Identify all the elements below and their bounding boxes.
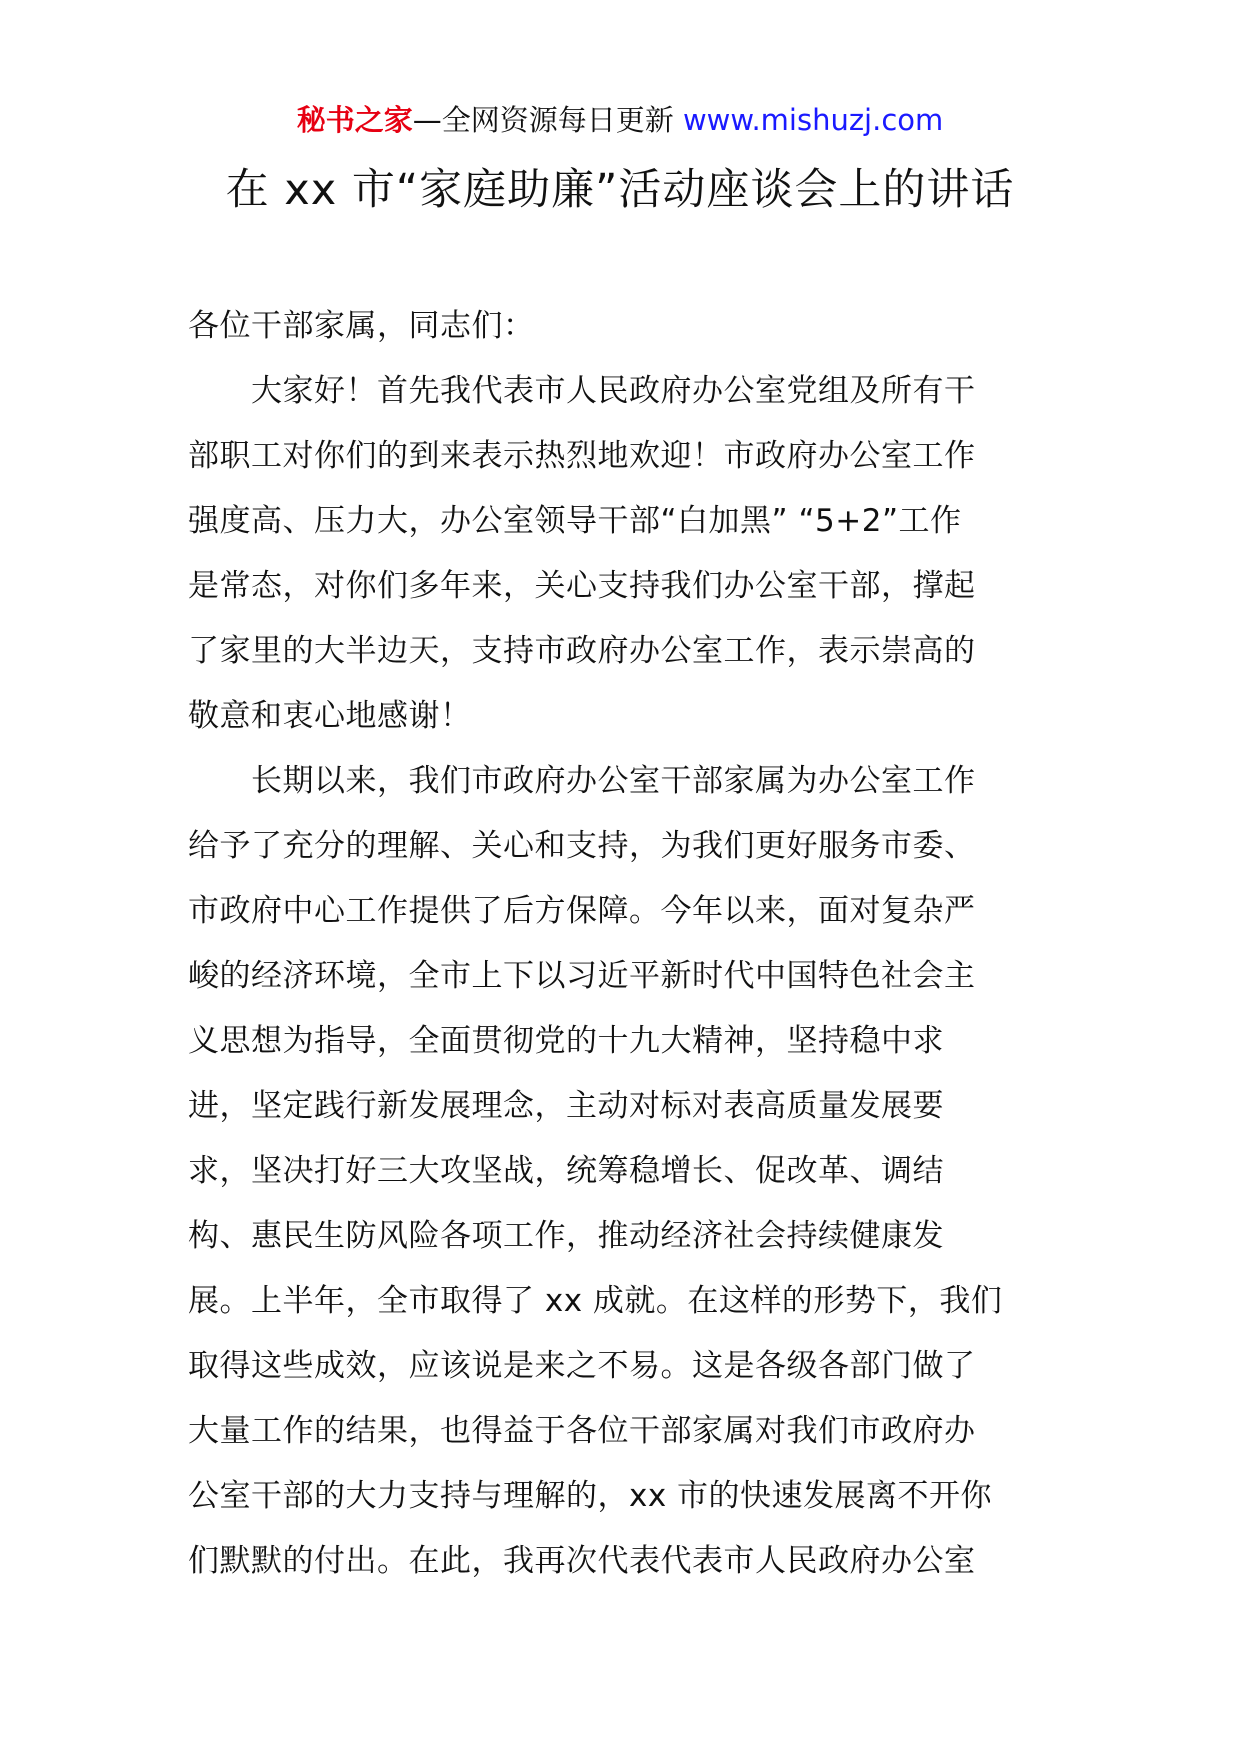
site-url-link[interactable]: www.mishuzj.com [682,103,944,137]
header-tagline: —全网资源每日更新 [412,103,683,137]
site-header [0,100,1240,140]
paragraph-2: 长期以来，我们市政府办公室干部家属为办公室工作 给予了充分的理解、关心和支持，为我们更好服务市委、 市政府中心工作提供了后方保障。今年以来，面对复杂严 峻的经济环境，全市上下以习近平新时代中国特色社会主 义思想为指导，全面贯彻党的十九大精神，坚持稳中求 进，坚定践行新发展理念，主动对标对表高质量发展要 求，坚决打好三大攻坚战，统筹稳增长、促改革、调结 构、惠民生防风险各项工作，推动经济社会持续健康发 展。上半年，全市取得了 xx 成就。在这样的形势下，我们 取得这些成效，应该说是来之不易。这是各级各部门做了 大量工作的结果，也得益于各位干部家属对我们市政府办 公室干部的大力支持与理解的，xx 市的快速发展离不开你 们默默的付出。在此，我再次代表代表市人民政府办公室 [188,763,1003,1579]
document-body [188,294,1058,1594]
brand-name: 秘书之家 [296,103,413,137]
paragraph-1: 大家好！首先我代表市人民政府办公室党组及所有干 部职工对你们的到来表示热烈地欢迎！市政府办公室工作 强度高、压力大，办公室领导干部“白加黑” “5+2”工作 是常态，对你们多年来，关心支持我们办公室干部，撑起 了家里的大半边天，支持市政府办公室工作，表示崇高的 敬意和衷心地感谢！ [188,373,976,734]
document-title: 在 xx 市“家庭助廉”活动座谈会上的讲话 [225,165,1015,215]
salutation: 各位干部家属，同志们： [188,308,535,344]
